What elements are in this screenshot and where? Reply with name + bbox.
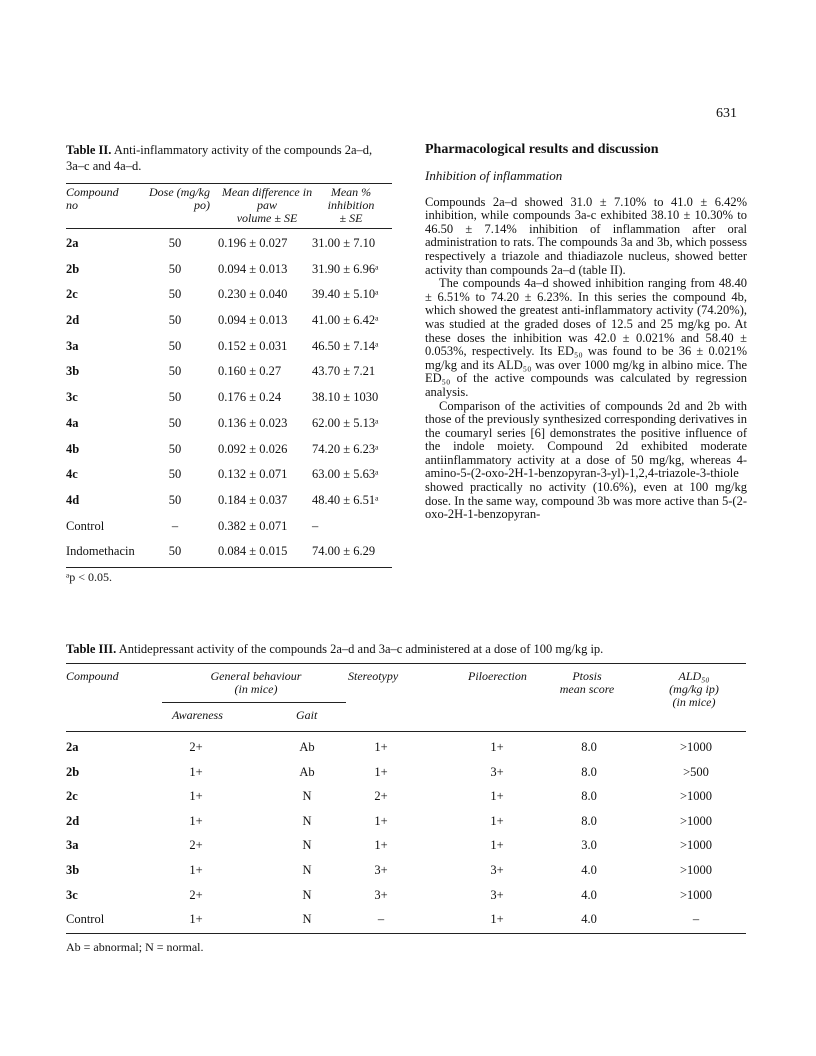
cell-piloerection: 1+ <box>490 813 504 828</box>
cell-ptosis: 4.0 <box>581 862 597 877</box>
cell-awareness: 1+ <box>189 789 203 804</box>
cell-dose: 50 <box>168 467 182 482</box>
cell-ald50: – <box>692 912 700 927</box>
cell-stereotypy: 1+ <box>374 838 388 853</box>
header-compound: Compound no <box>66 185 119 212</box>
cell-mean-difference: 0.094 ± 0.013 <box>218 261 288 276</box>
cell-mean-difference: 0.092 ± 0.026 <box>218 441 288 456</box>
cell-compound: 2c <box>66 287 78 302</box>
cell-compound: 2d <box>66 813 80 828</box>
cell-mean-difference: 0.084 ± 0.015 <box>218 544 288 559</box>
table-2-caption <box>66 142 392 174</box>
table-row <box>66 259 392 285</box>
paragraph-3: Comparison of the activities of compounds 2d and 2b with those of the previously synthesized corresponding derivatives in the coumaryl series [6] demonstrates the positive influence of the indole moiety. Compound 2d exhibited moderate antiinflammatory activity at a dose of 50 mg/kg, whereas 4-amino-5-(2-oxo-2H-1-benzopyran-3-yl)-1,2,4-triazole-3-thiole showed practically no activity (10.6%), even at 100 mg/kg dose. In the same way, compound 3b was more active than 5-(2-oxo-2H-1-benzopyran- <box>425 398 747 522</box>
cell-ptosis: 8.0 <box>581 789 597 804</box>
cell-awareness: 2+ <box>189 838 203 853</box>
table-row <box>66 490 392 516</box>
cell-ptosis: 3.0 <box>581 838 597 853</box>
cell-awareness: 2+ <box>189 740 203 754</box>
cell-mean-difference: 0.196 ± 0.027 <box>218 236 288 250</box>
cell-mean-difference: 0.382 ± 0.071 <box>218 518 288 533</box>
cell-piloerection: 1+ <box>490 740 504 754</box>
table-row <box>66 736 746 761</box>
header-general-behaviour: General behaviour (in mice) <box>210 669 302 696</box>
table-2 <box>66 142 392 585</box>
cell-dose: 50 <box>168 261 182 276</box>
cell-inhibition: 41.00 ± 6.42ᵃ <box>312 313 379 328</box>
cell-mean-difference: 0.132 ± 0.071 <box>218 467 288 482</box>
table-3-caption <box>66 641 746 657</box>
cell-compound: 2b <box>66 261 80 276</box>
table-3-body <box>66 736 746 933</box>
cell-awareness: 1+ <box>189 862 203 877</box>
cell-ptosis: 4.0 <box>581 887 597 902</box>
cell-ptosis: 4.0 <box>581 912 597 927</box>
cell-gait: N <box>302 789 312 804</box>
cell-compound: 2b <box>66 764 80 779</box>
cell-stereotypy: 3+ <box>374 862 388 877</box>
cell-piloerection: 3+ <box>490 862 504 877</box>
section-heading: Pharmacological results and discussion <box>425 142 659 157</box>
cell-stereotypy: 2+ <box>374 789 388 804</box>
cell-compound: 4a <box>66 415 79 430</box>
cell-inhibition: 74.00 ± 6.29 <box>312 544 376 559</box>
cell-awareness: 1+ <box>189 912 203 927</box>
cell-piloerection: 3+ <box>490 764 504 779</box>
cell-compound: 2a <box>66 236 79 250</box>
cell-compound: 3b <box>66 862 80 877</box>
table-row <box>66 785 746 810</box>
cell-compound: 4c <box>66 467 78 482</box>
header-stereotypy: Stereotypy <box>348 669 399 683</box>
table-row <box>66 884 746 909</box>
cell-inhibition: 31.00 ± 7.10 <box>312 236 376 250</box>
cell-compound: 2c <box>66 789 78 804</box>
cell-dose: 50 <box>168 390 182 405</box>
cell-ald50: >1000 <box>679 887 713 902</box>
cell-dose: 50 <box>168 313 182 328</box>
cell-compound: 2d <box>66 313 80 328</box>
header-piloerection: Piloerection <box>468 669 527 683</box>
table-2-header-rule <box>66 228 392 229</box>
table-3-footnote: Ab = abnormal; N = normal. <box>66 939 204 954</box>
cell-compound: Control <box>66 912 105 927</box>
cell-stereotypy: 3+ <box>374 887 388 902</box>
cell-dose: 50 <box>168 415 182 430</box>
cell-gait: N <box>302 887 312 902</box>
cell-compound: Control <box>66 518 105 533</box>
table-row <box>66 361 392 387</box>
table-3-bottom-rule <box>66 933 746 934</box>
cell-awareness: 2+ <box>189 887 203 902</box>
cell-mean-difference: 0.136 ± 0.023 <box>218 415 288 430</box>
table-2-bottom-rule <box>66 567 392 568</box>
cell-inhibition: – <box>312 518 319 533</box>
header-ald50: ALD₅₀ (mg/kg ip) (in mice) <box>669 669 719 709</box>
table-row <box>66 387 392 413</box>
table-2-body <box>66 233 392 567</box>
table-row <box>66 908 746 933</box>
cell-compound: 4d <box>66 492 80 507</box>
cell-inhibition: 74.20 ± 6.23ᵃ <box>312 441 379 456</box>
cell-piloerection: 1+ <box>490 838 504 853</box>
cell-inhibition: 46.50 ± 7.14ᵃ <box>312 338 379 353</box>
cell-compound: 2a <box>66 740 79 754</box>
table-2-caption-text: Anti-inflammatory activity of the compounds 2a–d, 3a–c and 4a–d. <box>66 143 373 173</box>
cell-inhibition: 62.00 ± 5.13ᵃ <box>312 415 379 430</box>
cell-inhibition: 48.40 ± 6.51ᵃ <box>312 492 379 507</box>
cell-compound: 3c <box>66 887 78 902</box>
cell-piloerection: 1+ <box>490 789 504 804</box>
cell-stereotypy: 1+ <box>374 764 388 779</box>
paragraph-1: Compounds 2a–d showed 31.0 ± 7.10% to 41.0 ± 6.42% inhibition, while compounds 3a-c exhibited 38.10 ± 10.30% to 46.50 ± 7.14% inhibition of inflammation after oral administration to rats. The compounds 3a and 3b, which possess respectively a triazole and thiadiazole nucleus, showed better activity than compounds 2a–d (table II). <box>425 194 747 277</box>
table-3-header <box>66 664 746 731</box>
cell-dose: 50 <box>168 544 182 559</box>
cell-compound: 4b <box>66 441 80 456</box>
table-3 <box>66 641 746 955</box>
cell-mean-difference: 0.184 ± 0.037 <box>218 492 288 507</box>
cell-gait: N <box>302 838 312 853</box>
cell-gait: Ab <box>299 740 315 754</box>
table-3-header-rule <box>66 731 746 732</box>
cell-piloerection: 3+ <box>490 887 504 902</box>
header-awareness: Awareness <box>172 708 223 722</box>
table-row <box>66 413 392 439</box>
section-subheading: Inhibition of inflammation <box>425 168 563 183</box>
cell-inhibition: 31.90 ± 6.96ᵃ <box>312 261 379 276</box>
table-row <box>66 541 392 567</box>
cell-ald50: >500 <box>683 764 709 779</box>
cell-gait: N <box>302 912 312 927</box>
cell-ald50: >1000 <box>679 813 713 828</box>
cell-ptosis: 8.0 <box>581 740 597 754</box>
cell-gait: N <box>302 862 312 877</box>
cell-compound: 3c <box>66 390 78 405</box>
paragraph-2: The compounds 4a–d showed inhibition ranging from 48.40 ± 6.51% to 74.20 ± 6.23%. In this series the compound 4b, which showed the greatest anti-inflammatory activity (74.20%), was studied at the graded doses of 12.5 and 25 mg/kg po. At these doses the inhibition was 42.0 ± 0.021% and 58.40 ± 0.053%, respectively. Its ED₅₀ was found to be 36 ± 0.021% mg/kg and its ALD₅₀ was over 1000 mg/kg in albino mice. The ED₅₀ of the active compounds was calculated by regression analysis. <box>425 276 747 399</box>
section-body <box>425 196 747 522</box>
cell-stereotypy: 1+ <box>374 740 388 754</box>
table-row <box>66 810 746 835</box>
header-inhibition: Mean % inhibition ± SE <box>327 185 375 225</box>
cell-awareness: 1+ <box>189 764 203 779</box>
header-mean-difference: Mean difference in paw volume ± SE <box>221 185 313 225</box>
cell-mean-difference: 0.160 ± 0.27 <box>218 364 282 379</box>
table-row <box>66 516 392 542</box>
cell-inhibition: 63.00 ± 5.63ᵃ <box>312 467 379 482</box>
cell-compound: 3b <box>66 364 80 379</box>
cell-stereotypy: – <box>377 912 385 927</box>
cell-mean-difference: 0.094 ± 0.013 <box>218 313 288 328</box>
cell-compound: Indomethacin <box>66 544 135 559</box>
cell-dose: – <box>171 518 179 533</box>
cell-ald50: >1000 <box>679 740 713 754</box>
table-2-caption-label: Table II. <box>66 143 112 157</box>
cell-mean-difference: 0.176 ± 0.24 <box>218 390 282 405</box>
discussion-section <box>425 142 747 522</box>
header-ptosis: Ptosis mean score <box>559 669 615 696</box>
cell-inhibition: 39.40 ± 5.10ᵃ <box>312 287 379 302</box>
table-2-footnote: ᵃp < 0.05. <box>66 569 113 584</box>
cell-awareness: 1+ <box>189 813 203 828</box>
header-gait: Gait <box>296 708 318 722</box>
cell-dose: 50 <box>168 338 182 353</box>
cell-mean-difference: 0.230 ± 0.040 <box>218 287 288 302</box>
cell-dose: 50 <box>168 287 182 302</box>
table-row <box>66 859 746 884</box>
cell-inhibition: 38.10 ± 1030 <box>312 390 379 405</box>
table-row <box>66 439 392 465</box>
cell-gait: Ab <box>299 764 315 779</box>
cell-dose: 50 <box>168 364 182 379</box>
header-dose: Dose (mg/kg po) <box>149 185 210 212</box>
table-3-caption-text: Antidepressant activity of the compounds 2a–d and 3a–c administered at a dose of 100 mg/kg ip. <box>118 642 604 656</box>
table-row <box>66 464 392 490</box>
cell-ald50: >1000 <box>679 862 713 877</box>
cell-stereotypy: 1+ <box>374 813 388 828</box>
table-2-header <box>66 184 392 228</box>
table-row <box>66 284 392 310</box>
cell-mean-difference: 0.152 ± 0.031 <box>218 338 288 353</box>
cell-ptosis: 8.0 <box>581 764 597 779</box>
cell-inhibition: 43.70 ± 7.21 <box>312 364 376 379</box>
table-row <box>66 233 392 259</box>
cell-dose: 50 <box>168 492 182 507</box>
cell-dose: 50 <box>168 236 182 250</box>
cell-compound: 3a <box>66 838 79 853</box>
cell-ald50: >1000 <box>679 838 713 853</box>
table-row <box>66 310 392 336</box>
header-compound: Compound <box>66 669 119 683</box>
cell-compound: 3a <box>66 338 79 353</box>
page-number: 631 <box>716 106 737 121</box>
cell-piloerection: 1+ <box>490 912 504 927</box>
cell-gait: N <box>302 813 312 828</box>
table-row <box>66 834 746 859</box>
cell-dose: 50 <box>168 441 182 456</box>
table-row <box>66 336 392 362</box>
cell-ald50: >1000 <box>679 789 713 804</box>
cell-ptosis: 8.0 <box>581 813 597 828</box>
header-subrule <box>162 702 346 703</box>
table-row <box>66 761 746 786</box>
table-3-caption-label: Table III. <box>66 642 117 656</box>
